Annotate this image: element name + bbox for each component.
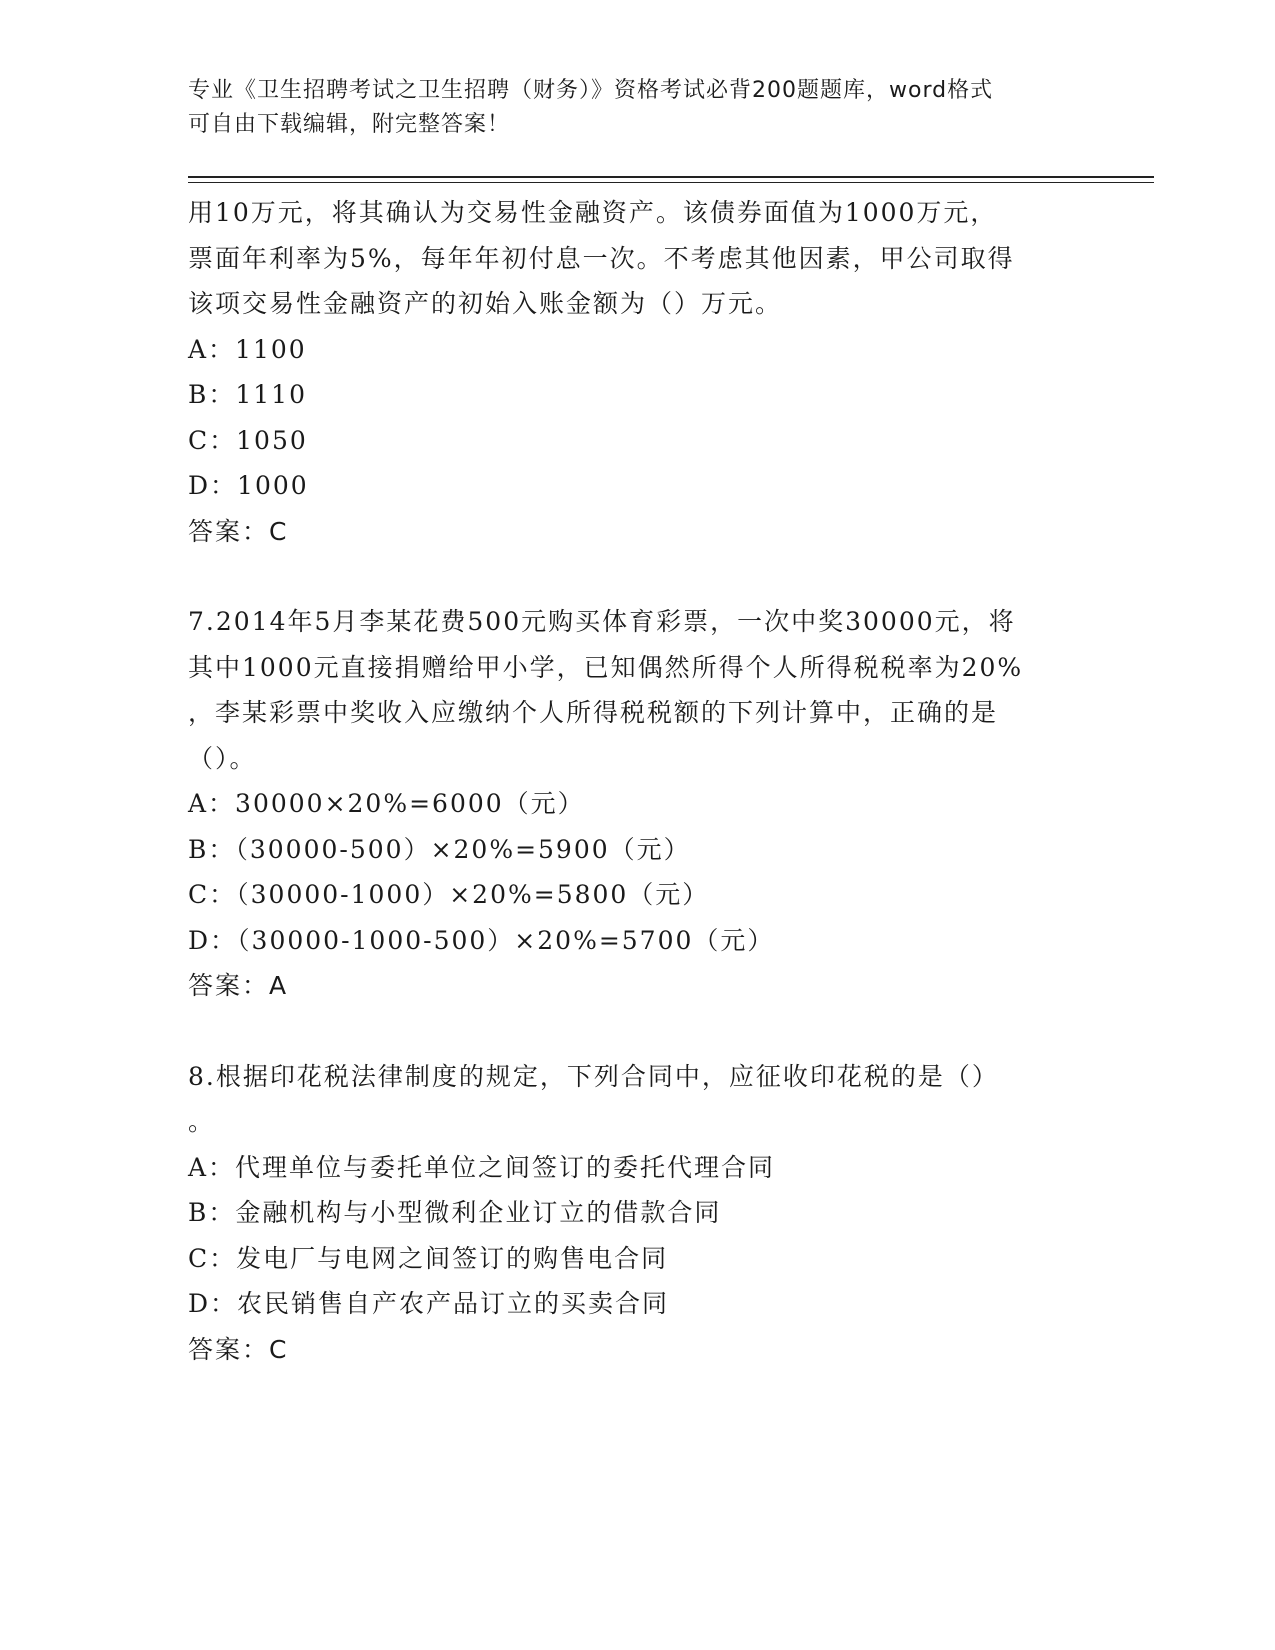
document-body <box>188 190 1088 1372</box>
question-7-option-b: B：（30000-500）×20%=5900（元） <box>188 834 691 864</box>
question-7-option-a: A：30000×20%=6000（元） <box>188 789 585 818</box>
question-6-option-b: B：1110 <box>188 380 307 409</box>
question-6-option-a: A：1100 <box>188 334 307 364</box>
question-7-text-line-2: 其中1000元直接捐赠给甲小学，已知偶然所得个人所得税税率为20% <box>188 652 1024 682</box>
question-6-option-d: D：1000 <box>188 471 309 500</box>
question-8 <box>188 1054 1088 1373</box>
question-6-text-line-2: 票面年利率为5%，每年年初付息一次。不考虑其他因素，甲公司取得 <box>188 243 1015 273</box>
question-7-text-line-3: ，李某彩票中奖收入应缴纳个人所得税税额的下列计算中，正确的是 <box>188 698 999 727</box>
question-8-option-a: A：代理单位与委托单位之间签订的委托代理合同 <box>188 1152 776 1182</box>
spacer <box>188 1009 1088 1054</box>
question-8-option-d: D：农民销售自产农产品订立的买卖合同 <box>188 1289 670 1318</box>
question-8-answer: 答案：C <box>188 1334 289 1364</box>
question-7-answer: 答案：A <box>188 971 289 1000</box>
question-7-text-line-4: （）。 <box>188 743 257 773</box>
header-divider <box>188 176 1154 178</box>
header-divider-thin <box>188 182 1154 183</box>
question-7-option-c: C：（30000-1000）×20%=5800（元） <box>188 880 710 909</box>
question-6-text-line-3: 该项交易性金融资产的初始入账金额为（）万元。 <box>188 289 783 318</box>
question-6-option-c: C：1050 <box>188 425 308 455</box>
question-6-text-line-1: 用10万元，将其确认为交易性金融资产。该债券面值为1000万元， <box>188 198 998 227</box>
question-7 <box>188 599 1088 1009</box>
question-6-answer: 答案：C <box>188 516 289 546</box>
question-8-text-line-1: 8.根据印花税法律制度的规定，下列合同中，应征收印花税的是（） <box>188 1061 999 1091</box>
question-7-text-line-1: 7.2014年5月李某花费500元购买体育彩票，一次中奖30000元，将 <box>188 607 1016 636</box>
header-title-line-2: 可自由下载编辑，附完整答案！ <box>188 112 511 137</box>
document-header <box>188 74 1088 142</box>
question-8-text-line-2: 。 <box>188 1107 216 1136</box>
question-8-option-b: B：金融机构与小型微利企业订立的借款合同 <box>188 1198 722 1227</box>
question-7-option-d: D：（30000-1000-500）×20%=5700（元） <box>188 925 775 955</box>
header-title-line-1: 专业《卫生招聘考试之卫生招聘（财务）》资格考试必背200题题库，word格式 <box>188 78 994 103</box>
spacer <box>188 554 1088 599</box>
question-8-option-c: C：发电厂与电网之间签订的购售电合同 <box>188 1243 669 1273</box>
question-6 <box>188 190 1088 554</box>
